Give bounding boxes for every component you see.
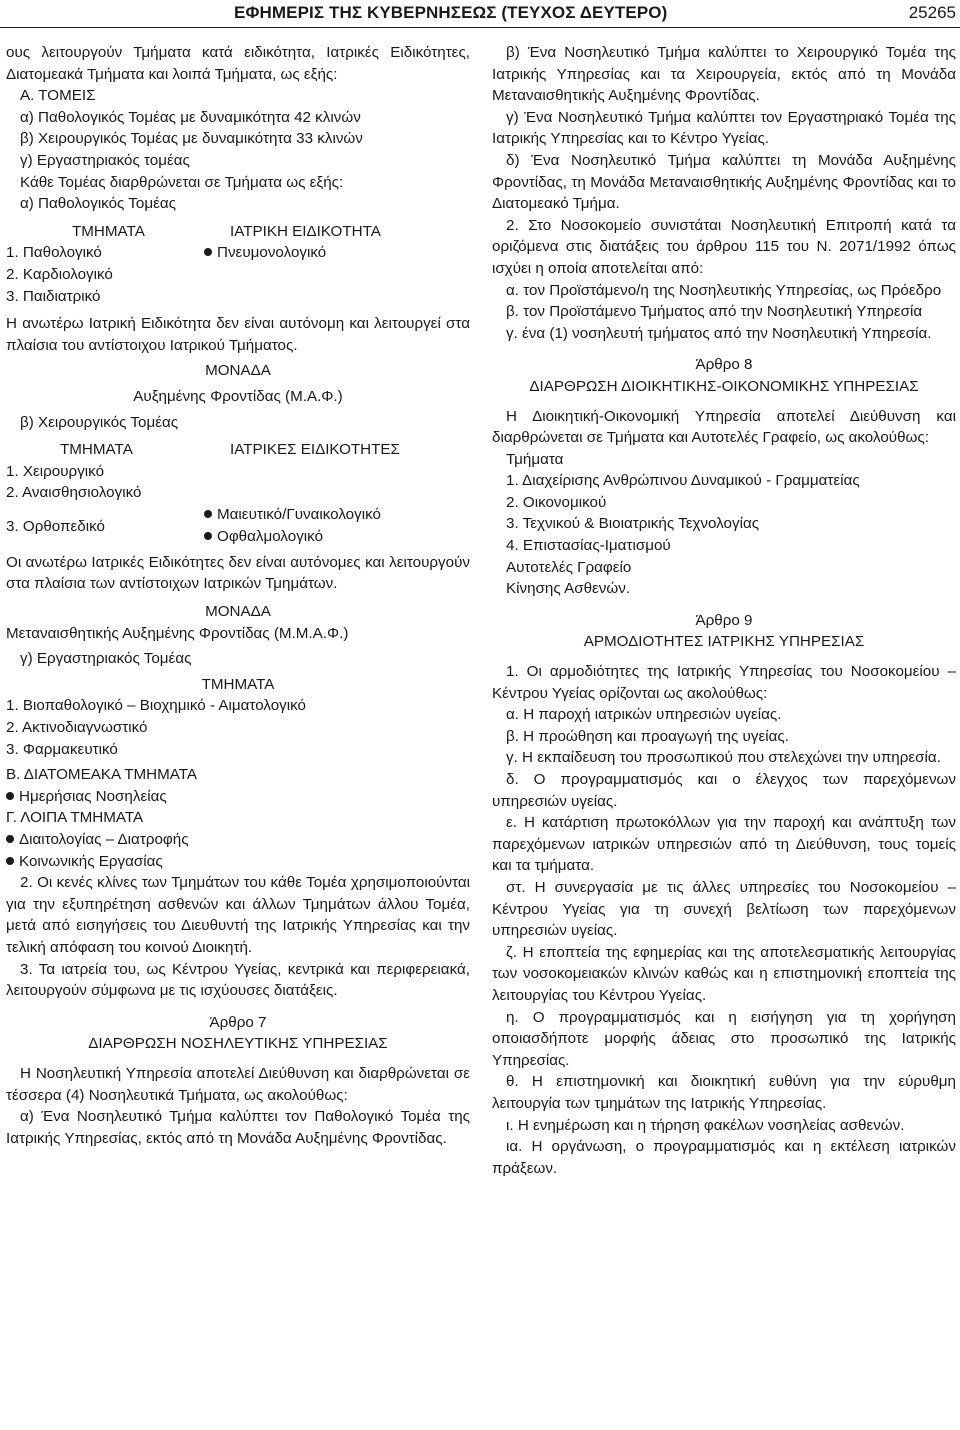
col-specialty: ΙΑΤΡΙΚΗ ΕΙΔΙΚΟΤΗΤΑ (230, 222, 381, 240)
specialty-cell: Μαιευτικό/Γυναικολογικό (204, 504, 381, 526)
table-row (6, 482, 470, 504)
article-7-item-d: δ) Ένα Νοσηλευτικό Τμήμα καλύπτει τη Μονάδα Αυξημένης Φροντίδας, τη Μονάδα Μεταναισθητικής Αυξημένης Φροντίδας και το Διατομεακό Τμήμα. (492, 151, 956, 213)
responsibility-item: β. Η προώθηση και προαγωγή της υγείας. (506, 727, 789, 745)
lab-dept: 1. Βιοπαθολογικό – Βιοχημικό - Αιματολογικό (6, 697, 306, 715)
lab-dept: 2. Ακτινοδιαγνωστικό (6, 719, 148, 737)
dept-cell: 2. Καρδιολογικό (6, 265, 113, 283)
left-column (6, 42, 470, 1149)
structure-text: Κάθε Τομέας διαρθρώνεται σε Τμήματα ως εξής: (20, 173, 344, 191)
responsibility-item: δ. Ο προγραμματισμός και ο έλεγχος των παρεχόμενων υπηρεσιών υγείας. (492, 771, 956, 810)
surgical-note: Οι ανωτέρω Ιατρικές Ειδικότητες δεν είναι αυτόνομες και λειτουργούν στα πλαίσια των αντίστοιχων Ιατρικών Τμημάτων. (6, 553, 470, 593)
article-7-item-a: α) Ένα Νοσηλευτικό Τμήμα καλύπτει τον Παθολογικό Τομέα της Ιατρικής Υπηρεσίας, εκτός από τη Μονάδα Αυξημένης Φροντίδας. (6, 1108, 470, 1147)
sector-a: α) Παθολογικός Τομέας με δυναμικότητα 42 κλινών (20, 108, 361, 126)
table-row (6, 242, 470, 264)
bullet-icon (204, 248, 212, 256)
responsibility-item: γ. Η εκπαίδευση του προσωπικού που στελεχώνει την υπηρεσία. (506, 749, 941, 767)
bullet-icon (204, 510, 212, 518)
responsibility-item: στ. Η συνεργασία με τις άλλες υπηρεσίες του Νοσοκομείου – Κέντρου Υγείας για τη συνεχή βελτίωση των παρεχόμενων υπηρεσιών υγείας. (492, 878, 956, 940)
list-item: Ημερήσιας Νοσηλείας (6, 786, 470, 808)
col-departments: ΤΜΗΜΑΤΑ (72, 222, 145, 240)
article-8-subtitle: ΔΙΑΡΘΡΩΣΗ ΔΙΟΙΚΗΤΙΚΗΣ-ΟΙΚΟΝΟΜΙΚΗΣ ΥΠΗΡΕΣΙΑΣ (529, 377, 919, 395)
unit1-name: Αυξημένης Φροντίδας (Μ.Α.Φ.) (133, 387, 343, 405)
surgical-table (6, 439, 470, 548)
header-divider (0, 27, 960, 28)
table-row (6, 286, 470, 308)
lab-sector-title: γ) Εργαστηριακός Τομέας (20, 650, 192, 668)
bullet-icon (6, 792, 14, 800)
pathology-note: Η ανωτέρω Ιατρική Ειδικότητα δεν είναι αυτόνομη και λειτουργεί στα πλαίσια του αντίστοιχου Ιατρικού Τμήματος. (6, 315, 470, 354)
responsibility-item: ε. Η κατάρτιση πρωτοκόλλων για την παροχή και ανάπτυξη των παρεχόμενων ιατρικών υπηρεσιών από τη Διεύθυνση, τους τομείς και τα τμήματα. (492, 814, 956, 875)
specialty-cell: Οφθαλμολογικό (204, 526, 323, 548)
lab-dept: 3. Φαρμακευτικό (6, 740, 118, 758)
dept-cell: 1. Χειρουργικό (6, 462, 105, 480)
article-8-title: Άρθρο 8 (695, 356, 753, 374)
table-row (6, 504, 470, 548)
sector-b: β) Χειρουργικός Τομέας με δυναμικότητα 33 κλινών (20, 130, 363, 148)
article-7-intro: Η Νοσηλευτική Υπηρεσία αποτελεί Διεύθυνση και διαρθρώνεται σε τέσσερα (4) Νοσηλευτικά Τμήματα, ως ακολούθως: (6, 1064, 470, 1104)
unit2-title: ΜΟΝΑΔΑ (205, 603, 271, 621)
bullet-icon (6, 857, 14, 865)
section-c-heading: Γ. ΛΟΙΠΑ ΤΜΗΜΑΤΑ (6, 809, 144, 827)
lab-table-header: ΤΜΗΜΑΤΑ (201, 675, 275, 693)
responsibility-item: θ. Η επιστημονική και διοικητική ευθύνη για την εύρυθμη λειτουργία των τμημάτων της Ιατρικής Υπηρεσίας. (492, 1073, 956, 1112)
committee-paragraph: 2. Στο Νοσοκομείο συνιστάται Νοσηλευτική Επιτροπή κατά τα οριζόμενα στις διατάξεις του άρθρου 115 του Ν. 2071/1992 όπως ισχύει η οποία αποτελείται από: (492, 216, 956, 277)
responsibility-item: ι. Η ενημέρωση και η τήρηση φακέλων νοσηλείας ασθενών. (506, 1116, 905, 1134)
paragraph-2: 2. Οι κενές κλίνες των Τμημάτων του κάθε Τομέα χρησιμοποιούνται για την εξυπηρέτηση ασθενών και άλλων Τμημάτων άλλου Τομέα, μετά από εισηγήσεις του Διευθυντή της Ιατρικής Υπηρεσίας και την τελική απόφαση του κοινού Διοικητή. (6, 874, 470, 956)
article-7-item-b: β) Ένα Νοσηλευτικό Τμήμα καλύπτει το Χειρουργικό Τομέα της Ιατρικής Υπηρεσίας και τα Χειρουργεία, εκτός από τη Μονάδα Μεταναισθητικής Αυξημένης Φροντίδας. (492, 44, 956, 105)
responsibility-item: ια. Η οργάνωση, ο προγραμματισμός και η εκτέλεση ιατρικών πράξεων. (492, 1138, 956, 1177)
dept-cell: 2. Αναισθησιολογικό (6, 484, 142, 502)
bullet-icon (204, 532, 212, 540)
article-9-intro: 1. Οι αρμοδιότητες της Ιατρικής Υπηρεσίας του Νοσοκομείου – Κέντρου Υγείας ορίζονται ως ακολούθως: (492, 663, 956, 702)
surgical-sector-title: β) Χειρουργικός Τομέας (20, 413, 179, 431)
responsibility-item: α. Η παροχή ιατρικών υπηρεσιών υγείας. (506, 706, 782, 724)
article-7-title: Άρθρο 7 (209, 1013, 267, 1031)
unit1-title: ΜΟΝΑΔΑ (205, 362, 271, 380)
section-a-heading: Α. ΤΟΜΕΙΣ (20, 87, 96, 105)
table-header-row (6, 221, 470, 243)
right-column (492, 42, 956, 1179)
article-9-title: Άρθρο 9 (695, 611, 753, 629)
responsibility-item: ζ. Η εποπτεία της εφημερίας και της αποτελεσματικής λειτουργίας των νοσοκομειακών κλινών καθώς και η επιστημονική εποπτεία της λειτουργίας του Κέντρου Υγείας. (492, 943, 956, 1004)
table-header-row (6, 439, 470, 461)
office-name: Κίνησης Ασθενών. (506, 580, 631, 598)
section-b-heading: Β. ΔΙΑΤΟΜΕΑΚΑ ΤΜΗΜΑΤΑ (6, 766, 198, 784)
admin-dept: 2. Οικονομικού (506, 493, 607, 511)
table-row (6, 264, 470, 286)
list-item: Κοινωνικής Εργασίας (6, 851, 470, 873)
bullet-icon (6, 835, 14, 843)
admin-dept: 3. Τεχνικού & Βιοιατρικής Τεχνολογίας (506, 515, 760, 533)
office-label: Αυτοτελές Γραφείο (506, 558, 632, 576)
article-8-intro: Η Διοικητική-Οικονομική Υπηρεσία αποτελεί Διεύθυνση και διαρθρώνεται σε Τμήματα και Αυτοτελές Γραφείο, ως ακολούθως: (492, 407, 956, 447)
unit2-name: Μεταναισθητικής Αυξημένης Φροντίδας (Μ.Μ.Α.Φ.) (6, 624, 349, 642)
committee-member-c: γ. ένα (1) νοσηλευτή τμήματος από την Νοσηλευτική Υπηρεσία. (506, 324, 932, 342)
admin-dept: 4. Επιστασίας-Ιματισμού (506, 537, 671, 555)
page-header (0, 0, 960, 28)
intro-text: ους λειτουργούν Τμήματα κατά ειδικότητα, Ιατρικές Ειδικότητες, Διατομεακά Τμήματα και λοιπά Τμήματα, ως εξής: (6, 44, 470, 83)
article-7-item-c: γ) Ένα Νοσηλευτικό Τμήμα καλύπτει τον Εργαστηριακό Τομέα της Ιατρικής Υπηρεσίας και το Κέντρο Υγείας. (492, 108, 956, 148)
pathology-table (6, 221, 470, 307)
article-9-subtitle: ΑΡΜΟΔΙΟΤΗΤΕΣ ΙΑΤΡΙΚΗΣ ΥΠΗΡΕΣΙΑΣ (583, 633, 865, 651)
dept-cell: 1. Παθολογικό (6, 244, 102, 262)
col-departments: ΤΜΗΜΑΤΑ (60, 441, 133, 459)
gazette-title: ΕΦΗΜΕΡΙΣ ΤΗΣ ΚΥΒΕΡΝΗΣΕΩΣ (ΤΕΥΧΟΣ ΔΕΥΤΕΡΟ) (234, 3, 668, 22)
sector-c: γ) Εργαστηριακός τομέας (20, 151, 190, 169)
specialty-cell: Πνευμονολογικό (204, 242, 326, 264)
article-7-subtitle: ΔΙΑΡΘΡΩΣΗ ΝΟΣΗΛΕΥΤΙΚΗΣ ΥΠΗΡΕΣΙΑΣ (88, 1035, 388, 1053)
departments-label: Τμήματα (506, 450, 564, 468)
pathology-sector-title: α) Παθολογικός Τομέας (20, 195, 176, 213)
committee-member-a: α. τον Προϊστάμενο/η της Νοσηλευτικής Υπηρεσίας, ως Πρόεδρο (506, 281, 942, 299)
dept-cell: 3. Ορθοπεδικό (6, 517, 105, 535)
table-row (6, 461, 470, 483)
list-item: Διαιτολογίας – Διατροφής (6, 829, 470, 851)
admin-dept: 1. Διαχείρισης Ανθρώπινου Δυναμικού - Γραμματείας (506, 472, 860, 490)
col-specialties: ΙΑΤΡΙΚΕΣ ΕΙΔΙΚΟΤΗΤΕΣ (230, 441, 400, 459)
page-number: 25265 (908, 3, 956, 22)
dept-cell: 3. Παιδιατρικό (6, 287, 101, 305)
committee-member-b: β. τον Προϊστάμενο Τμήματος από την Νοσηλευτική Υπηρεσία (506, 303, 923, 321)
responsibility-item: η. Ο προγραμματισμός και η εισήγηση για τη χορήγηση οποιασδήποτε μορφής άδειας στο προσωπικό της Ιατρικής Υπηρεσίας. (492, 1008, 956, 1069)
paragraph-3: 3. Τα ιατρεία του, ως Κέντρου Υγείας, κεντρικά και περιφερειακά, λειτουργούν σύμφωνα με τις ισχύουσες διατάξεις. (6, 960, 470, 1000)
